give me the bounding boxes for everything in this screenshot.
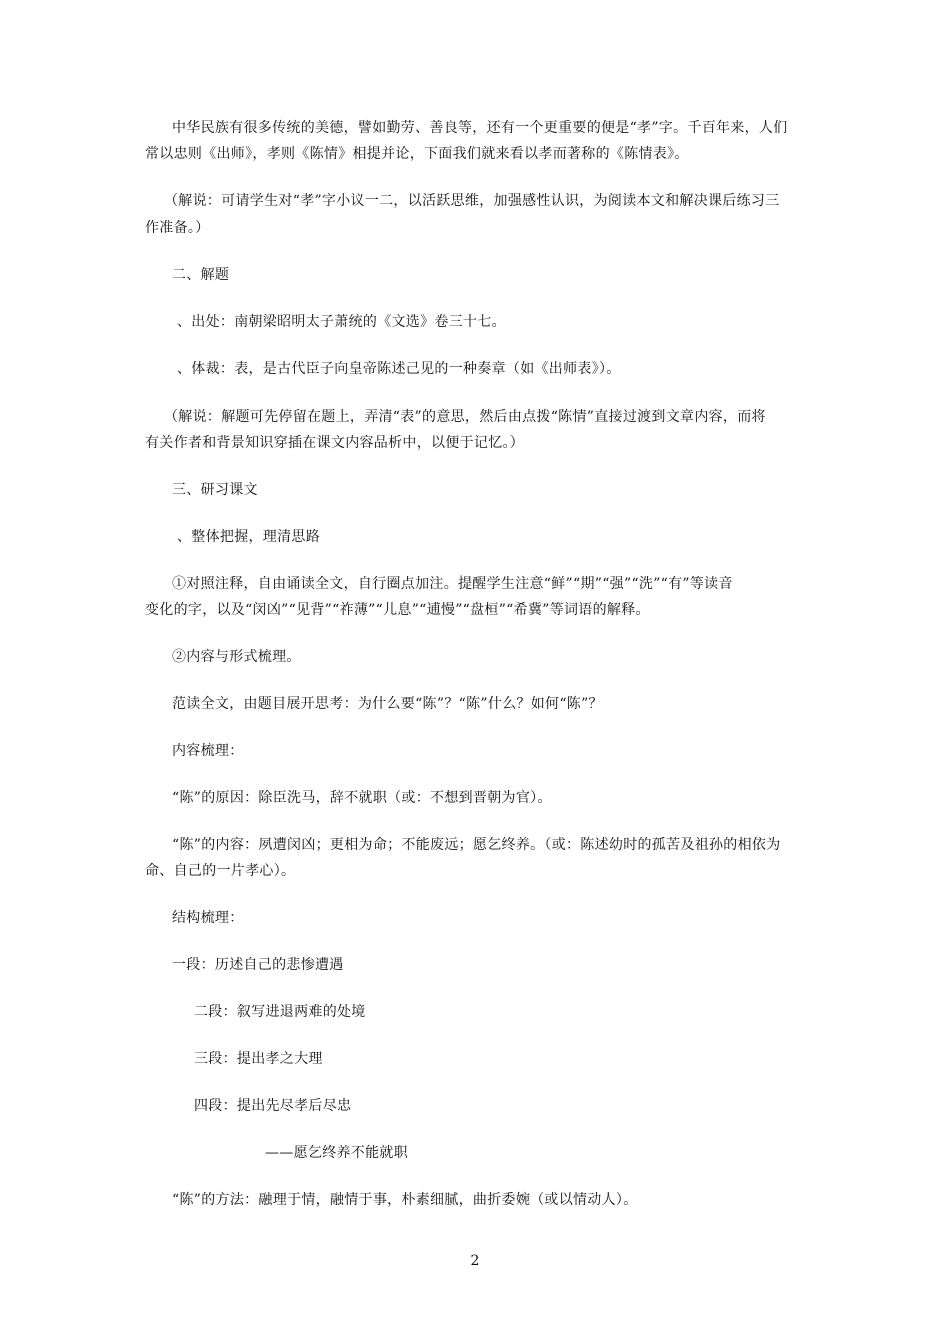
text-line: “陈”的方法：融理于情，融情于事，朴素细腻，曲折委婉（或以情动人）。 <box>172 1192 638 1208</box>
text-line: 变化的字，以及“闵凶”“见背”“祚薄”“儿息”“逋慢”“盘桓”“希冀”等词语的解释。 <box>145 602 650 618</box>
text-line: 作准备。） <box>145 220 210 236</box>
text-line: 三段：提出孝之大理 <box>194 1051 323 1067</box>
section-heading: 二、解题 <box>172 267 230 283</box>
text-line: 、整体把握，理清思路 <box>177 529 320 545</box>
section-heading: 三、研习课文 <box>172 482 258 498</box>
text-line: 四段：提出先尽孝后尽忠 <box>194 1098 352 1114</box>
text-line: 常以忠则《出师》，孝则《陈情》相提并论，下面我们就来看以孝而著称的《陈情表》。 <box>145 146 689 162</box>
text-line: （解说：解题可先停留在题上，弄清“表”的意思，然后由点拨“陈情”直接过渡到文章内容，而将 <box>164 409 766 425</box>
text-line: 中华民族有很多传统的美德，譬如勤劳、善良等，还有一个更重要的便是“孝”字。千百年来，人们 <box>172 120 788 136</box>
text-line: 、体裁：表，是古代臣子向皇帝陈述己见的一种奏章（如《出师表》）。 <box>177 361 621 377</box>
text-line: 结构梳理： <box>172 910 244 926</box>
text-line: 有关作者和背景知识穿插在课文内容品析中，以便于记忆。） <box>145 435 525 451</box>
text-line: ——愿乞终养不能就职 <box>265 1145 408 1161</box>
text-line: 内容梳理： <box>172 743 244 759</box>
text-line: 、出处：南朝梁昭明太子萧统的《文选》卷三十七。 <box>177 314 506 330</box>
page-number: 2 <box>470 1253 480 1269</box>
text-line: ②内容与形式梳理。 <box>172 649 301 665</box>
text-line: 范读全文，由题目展开思考：为什么要“陈”？“陈”什么？如何“陈”？ <box>172 696 603 712</box>
text-line: 二段：叙写进退两难的处境 <box>194 1004 366 1020</box>
text-line: “陈”的内容：夙遭闵凶；更相为命；不能废远；愿乞终养。（或：陈述幼时的孤苦及祖孙的相依为 <box>172 837 781 853</box>
text-line: 一段：历述自己的悲惨遭遇 <box>172 957 344 973</box>
text-line: “陈”的原因：除臣洗马，辞不就职（或：不想到晋朝为官）。 <box>172 790 552 806</box>
text-line: （解说：可请学生对“孝”字小议一二，以活跃思维，加强感性认识，为阅读本文和解决课后练习三 <box>164 193 780 209</box>
text-line: 命、自己的一片孝心）。 <box>145 863 296 879</box>
text-line: ①对照注释，自由诵读全文，自行圈点加注。提醒学生注意“鲜”“期”“强”“洗”“有”等读音 <box>172 576 733 592</box>
